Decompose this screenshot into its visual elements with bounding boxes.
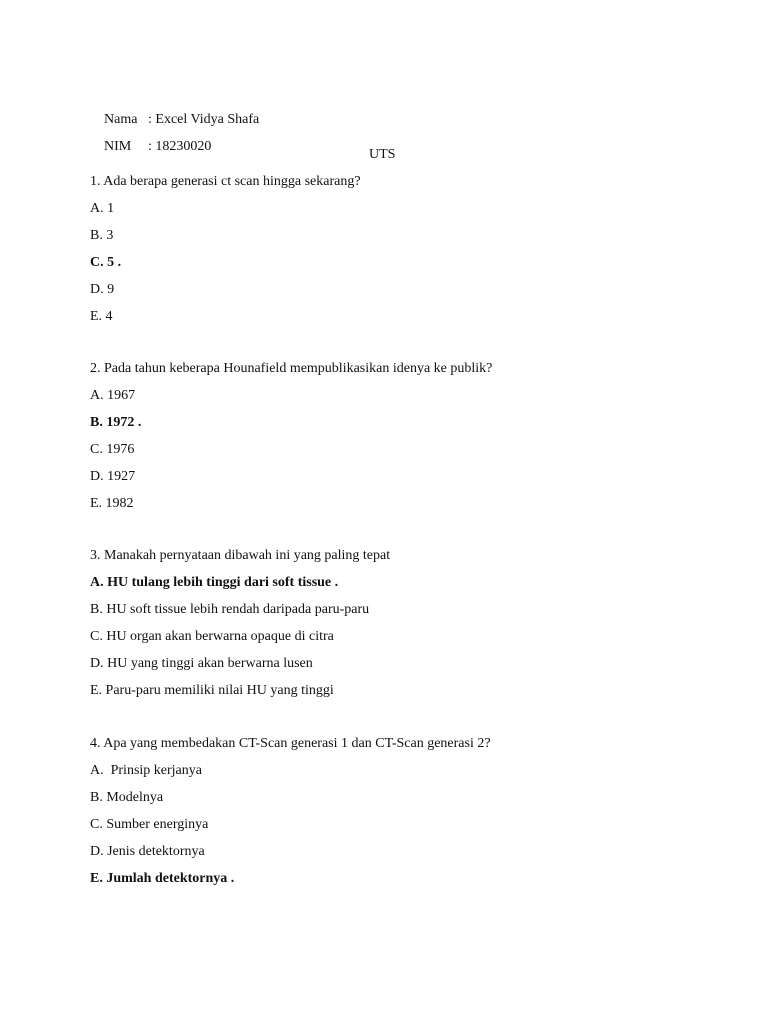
q2-option-c: C. 1976: [90, 442, 135, 457]
q2-option-b-answer: B. 1972 .: [90, 415, 142, 430]
q1-option-b: B. 3: [90, 228, 114, 243]
q4-option-e-answer: E. Jumlah detektornya .: [90, 871, 235, 886]
q1-option-a: A. 1: [90, 201, 115, 216]
question-1: 1. Ada berapa generasi ct scan hingga sekarang?: [90, 174, 361, 189]
question-4: 4. Apa yang membedakan CT-Scan generasi 1 dan CT-Scan generasi 2?: [90, 736, 491, 751]
q2-option-d: D. 1927: [90, 469, 136, 484]
nim-line: [90, 120, 211, 174]
q3-option-a-answer: A. HU tulang lebih tinggi dari soft tissue .: [90, 575, 339, 590]
q3-option-d: D. HU yang tinggi akan berwarna lusen: [90, 656, 313, 671]
document-title: UTS: [369, 147, 396, 162]
q2-option-e: E. 1982: [90, 496, 134, 511]
nim-value: : 18230020: [148, 139, 212, 154]
q1-option-d: D. 9: [90, 282, 115, 297]
q2-option-a: A. 1967: [90, 388, 136, 403]
q4-option-a: A. Prinsip kerjanya: [90, 763, 202, 778]
name-label: Nama: [104, 112, 138, 127]
q3-option-b: B. HU soft tissue lebih rendah daripada paru-paru: [90, 602, 370, 617]
q3-option-e: E. Paru-paru memiliki nilai HU yang tinggi: [90, 683, 334, 698]
q4-option-c: C. Sumber energinya: [90, 817, 209, 832]
nim-label: NIM: [104, 139, 132, 154]
q3-option-c: C. HU organ akan berwarna opaque di citra: [90, 629, 334, 644]
question-3: 3. Manakah pernyataan dibawah ini yang paling tepat: [90, 548, 391, 563]
q4-option-d: D. Jenis detektornya: [90, 844, 205, 859]
q1-option-e: E. 4: [90, 309, 113, 324]
question-2: 2. Pada tahun keberapa Hounafield mempublikasikan idenya ke publik?: [90, 361, 493, 376]
q4-option-b: B. Modelnya: [90, 790, 164, 805]
name-value: : Excel Vidya Shafa: [148, 112, 260, 127]
q1-option-c-answer: C. 5 .: [90, 255, 122, 270]
